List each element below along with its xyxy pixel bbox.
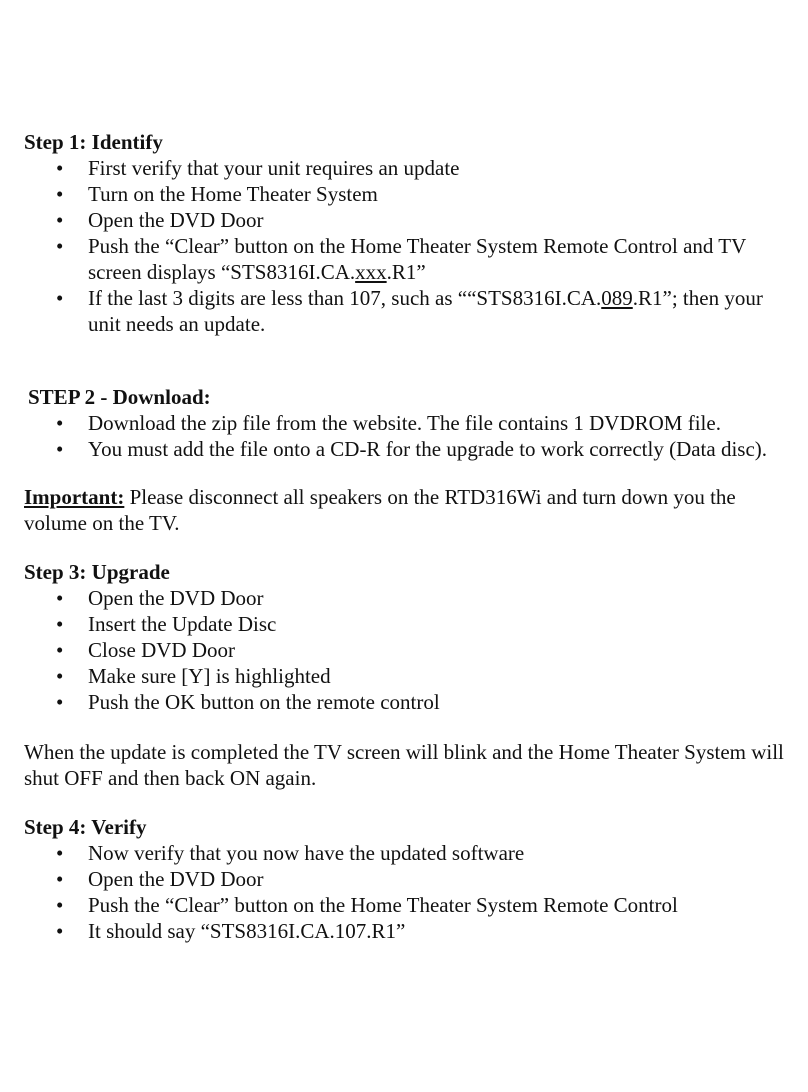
bullet-icon: •	[56, 664, 64, 688]
bullet-icon: •	[56, 919, 64, 943]
list-item-text: It should say “STS8316I.CA.107.R1”	[88, 919, 406, 943]
list-item-text: Now verify that you now have the updated software	[88, 841, 525, 865]
step3-list	[0, 585, 790, 715]
bullet-icon: •	[56, 208, 64, 232]
list-item	[0, 410, 790, 436]
list-item	[0, 285, 790, 337]
bullet-icon: •	[56, 437, 64, 461]
step4-list	[0, 840, 790, 944]
bullet-icon: •	[56, 638, 64, 662]
step4-heading: Step 4: Verify	[24, 815, 147, 839]
step3-heading: Step 3: Upgrade	[24, 560, 170, 584]
list-item-text: Push the “Clear” button on the Home Theater System Remote Control	[88, 893, 678, 917]
list-item-text: Make sure [Y] is highlighted	[88, 664, 331, 688]
list-item-text: Open the DVD Door	[88, 586, 264, 610]
bullet-icon: •	[56, 286, 64, 310]
step1-list	[0, 155, 790, 337]
list-item	[0, 436, 790, 462]
bullet-icon: •	[56, 612, 64, 636]
bullet-icon: •	[56, 841, 64, 865]
list-item-text: Insert the Update Disc	[88, 612, 277, 636]
bullet-icon: •	[56, 690, 64, 714]
list-item	[0, 689, 790, 715]
step2-heading: STEP 2 - Download:	[28, 385, 211, 409]
bullet-icon: •	[56, 867, 64, 891]
list-item	[0, 866, 790, 892]
list-item	[0, 663, 790, 689]
list-item-text-post: .R1”	[386, 260, 426, 284]
list-item-text-post: .R1”; then your unit needs an update.	[88, 286, 763, 336]
list-item-text: First verify that your unit requires an update	[88, 156, 460, 180]
bullet-icon: •	[56, 182, 64, 206]
list-item-text: Turn on the Home Theater System	[88, 182, 378, 206]
step2-list	[0, 410, 790, 462]
list-item-text: You must add the file onto a CD-R for the upgrade to work correctly (Data disc).	[88, 437, 768, 461]
list-item	[0, 637, 790, 663]
list-item	[0, 155, 790, 181]
list-item	[0, 207, 790, 233]
list-item-text: Open the DVD Door	[88, 867, 264, 891]
bullet-icon: •	[56, 893, 64, 917]
list-item	[0, 181, 790, 207]
list-item	[0, 611, 790, 637]
bullet-icon: •	[56, 234, 64, 258]
list-item-text-pre: If the last 3 digits are less than 107, such as ““STS8316I.CA.	[88, 286, 602, 310]
list-item-text: Push the OK button on the remote control	[88, 690, 440, 714]
version-placeholder: xxx	[355, 260, 387, 284]
bullet-icon: •	[56, 586, 64, 610]
list-item-text: Open the DVD Door	[88, 208, 264, 232]
important-note	[24, 484, 784, 536]
list-item-text-pre: Push the “Clear” button on the Home Theater System Remote Control and TV screen displays “STS8316I.CA.	[88, 234, 746, 284]
list-item	[0, 233, 790, 285]
list-item-text: Download the zip file from the website. The file contains 1 DVDROM file.	[88, 411, 721, 435]
list-item	[0, 585, 790, 611]
bullet-icon: •	[56, 156, 64, 180]
completion-note: When the update is completed the TV screen will blink and the Home Theater System will shut OFF and then back ON again.	[24, 740, 784, 790]
list-item	[0, 840, 790, 866]
version-example-digits: 089	[601, 286, 633, 310]
step1-heading: Step 1: Identify	[24, 130, 163, 154]
important-label: Important:	[24, 485, 125, 509]
list-item-text: Close DVD Door	[88, 638, 235, 662]
list-item	[0, 892, 790, 918]
important-text: Please disconnect all speakers on the RTD316Wi and turn down you the volume on the TV.	[24, 485, 736, 535]
bullet-icon: •	[56, 411, 64, 435]
list-item	[0, 918, 790, 944]
